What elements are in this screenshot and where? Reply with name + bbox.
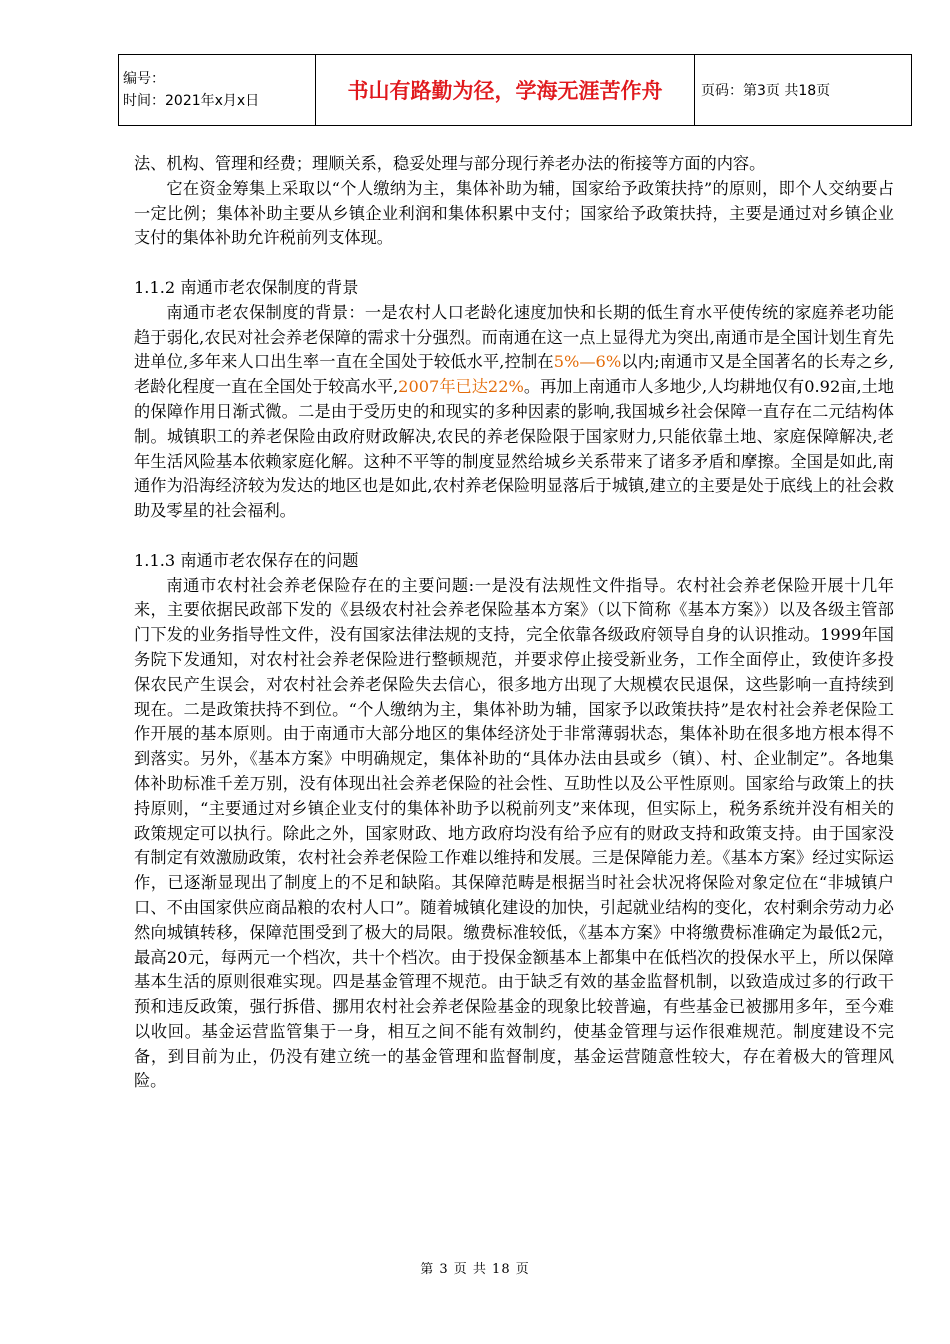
paragraph-gap (134, 251, 894, 276)
document-number-label: 编号： (123, 71, 165, 87)
background-text-part-3: 。再加上南通市人多地少,人均耕地仅有0.92亩,土地的保障作用日渐式微。二是由于受历史的和现实的多种因素的影响,我国城乡社会保障一直存在二元结构体制。城镇职工的养老保险由政府财政解决,农民的养老保险限于国家财力,只能依靠土地、家庭保障解决,老年生活风险基本依赖家庭化解。这种不平等的制度显然给城乡关系带来了诸多矛盾和摩擦。全国是如此,南通作为沿海经济较为发达的地区也是如此,农村养老保险明显落后于城镇,建立的主要是处于底线上的社会救助及零星的社会福利。 (134, 377, 894, 521)
birth-rate-highlight: 5%—6% (553, 352, 622, 372)
paragraph-background (134, 301, 894, 524)
header-motto: 书山有路勤为径，学海无涯苦作舟 (316, 55, 695, 126)
paragraph-problems: 南通市农村社会养老保险存在的主要问题:一是没有法规性文件指导。农村社会养老保险开展十几年来，主要依据民政部下发的《县级农村社会养老保险基本方案》（以下简称《基本方案》）以及各级主管部门下发的业务指导性文件，没有国家法律法规的支持，完全依靠各级政府领导自身的认识推动。1999年国务院下发通知，对农村社会养老保险进行整顿规范，并要求停止接受新业务，工作全面停止，致使许多投保农民产生误会，对农村社会养老保险失去信心，很多地方出现了大规模农民退保，这些影响一直持续到现在。二是政策扶持不到位。“个人缴纳为主，集体补助为辅，国家予以政策扶持”是农村社会养老保险工作开展的基本原则。由于南通市大部分地区的集体经济处于非常薄弱状态，集体补助在很多地方根本得不到落实。另外，《基本方案》中明确规定，集体补助的“具体办法由县或乡（镇）、村、企业制定”。各地集体补助标准千差万别，没有体现出社会养老保险的社会性、互助性以及公平性原则。国家给与政策上的扶持原则，“主要通过对乡镇企业支付的集体补助予以税前列支”来体现，但实际上，税务系统并没有相关的政策规定可以执行。除此之外，国家财政、地方政府均没有给予应有的财政支持和政策支持。由于国家没有制定有效激励政策，农村社会养老保险工作难以维持和发展。三是保障能力差。《基本方案》经过实际运作，已逐渐显现出了制度上的不足和缺陷。其保障范畴是根据当时社会状况将保险对象定位在“非城镇户口、不由国家供应商品粮的农村人口”。随着城镇化建设的加快，引起就业结构的变化，农村剩余劳动力必然向城镇转移，保障范围受到了极大的局限。缴费标准较低，《基本方案》中将缴费标准确定为最低2元，最高20元，每两元一个档次，共十个档次。由于投保金额基本上都集中在低档次的投保水平上，所以保障基本生活的原则很难实现。四是基金管理不规范。由于缺乏有效的基金监督机制，以致造成过多的行政干预和违反政策，强行拆借、挪用农村社会养老保险基金的现象比较普遍，有些基金已被挪用多年，至今难以收回。基金运营监管集于一身，相互之间不能有效制约，使基金管理与运作很难规范。制度建设不完备，到目前为止，仍没有建立统一的基金管理和监督制度，基金运营随意性较大，存在着极大的管理风险。 (134, 575, 894, 1091)
paragraph-funding: 它在资金筹集上采取以“个人缴纳为主，集体补助为辅，国家给予政策扶持”的原则，即个人交纳要占一定比例；集体补助主要从乡镇企业利润和集体积累中支付；国家给予政策扶持，主要是通过对乡镇企业支付的集体补助允许税前列支体现。 (134, 178, 894, 248)
header-left-cell (119, 55, 316, 126)
section-heading-1-1-3: 1.1.3 南通市老农保存在的问题 (134, 550, 359, 570)
page-footer: 第 3 页 共 18 页 (420, 1262, 530, 1277)
document-body (134, 152, 894, 1094)
paragraph-gap (134, 524, 894, 549)
paragraph-continuation: 法、机构、管理和经费；理顺关系，稳妥处理与部分现行养老办法的衔接等方面的内容。 (134, 154, 766, 173)
background-text-part-2: 以内;南通市又是全国著名的长寿之乡,老龄化程度一直在全国处于较高水平, (134, 352, 894, 397)
document-time-label: 时间：2021年x月x日 (123, 93, 260, 109)
header-table (118, 54, 912, 126)
header-page-label: 页码：第3页 共18页 (695, 55, 912, 126)
section-heading-1-1-2: 1.1.2 南通市老农保制度的背景 (134, 277, 359, 297)
background-text-part-1: 南通市老农保制度的背景：一是农村人口老龄化速度加快和长期的低生育水平使传统的家庭养老功能趋于弱化,农民对社会养老保障的需求十分强烈。而南通在这一点上显得尤为突出,南通市是全国计划生育先进单位,多年来人口出生率一直在全国处于较低水平,控制在 (134, 302, 894, 372)
aging-rate-highlight: 2007年已达22% (398, 377, 524, 397)
